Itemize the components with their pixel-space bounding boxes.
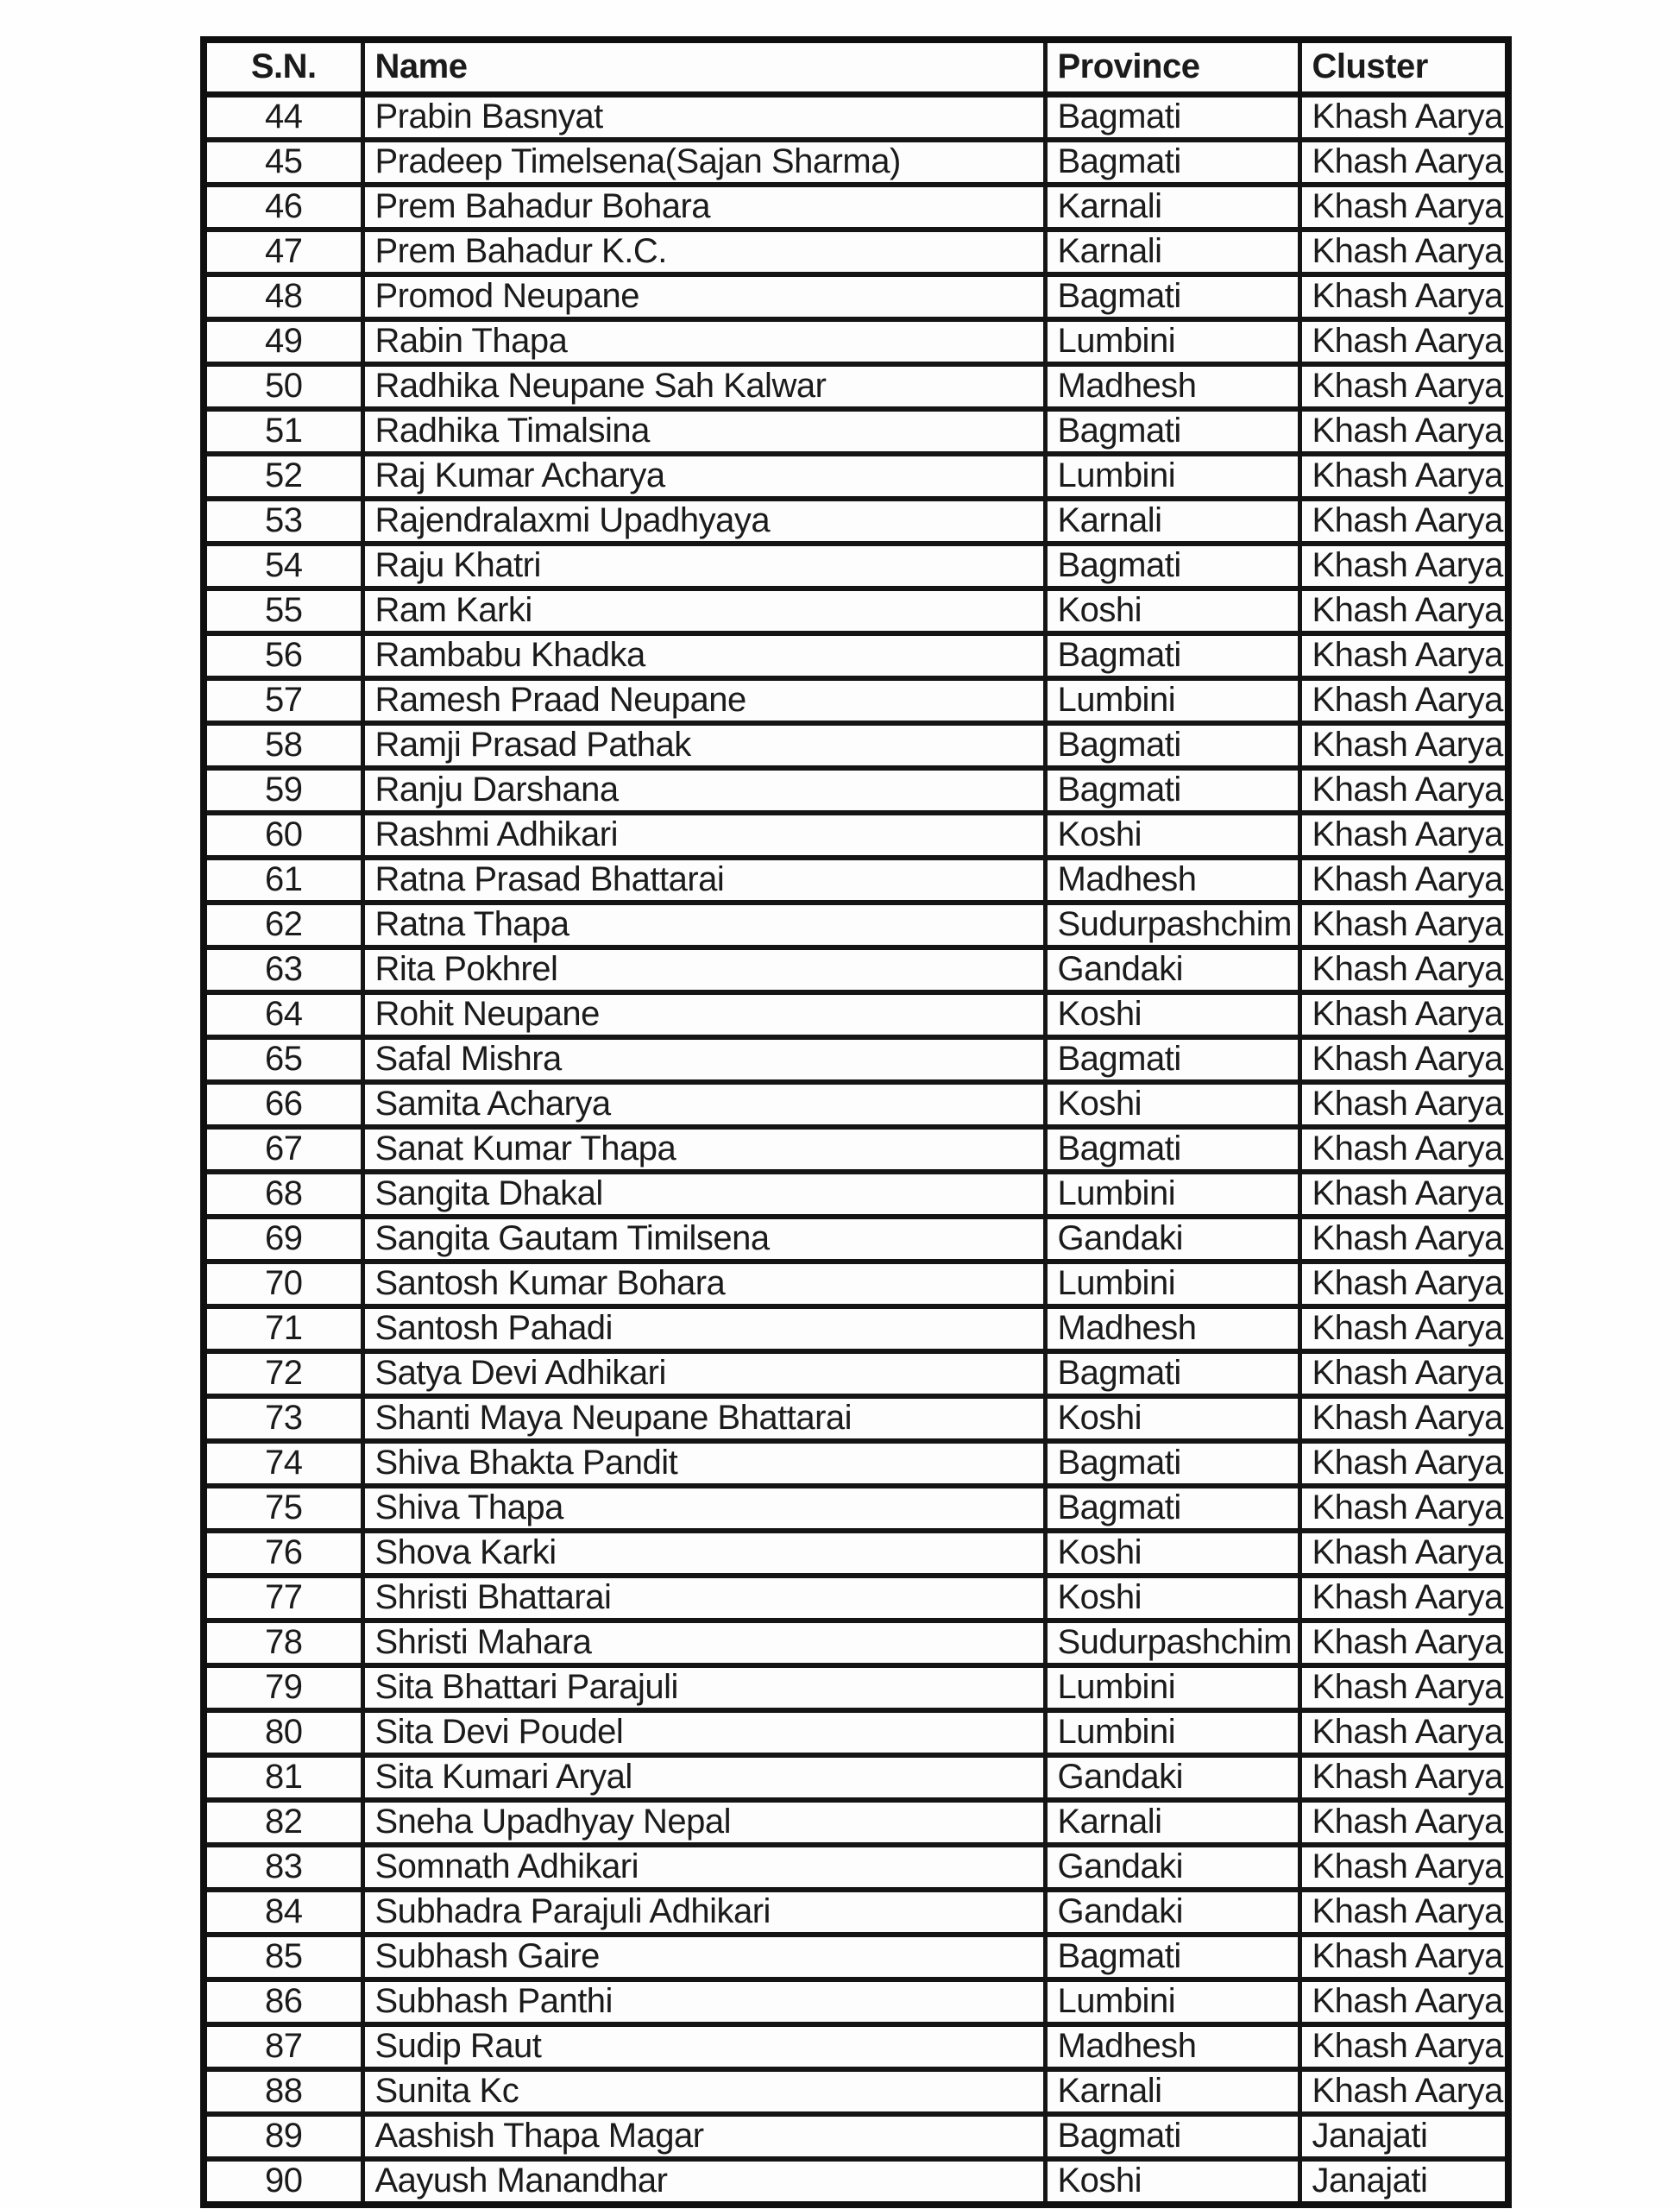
table-body [204, 95, 1508, 2206]
cell-province: Bagmati [1045, 544, 1299, 588]
cell-cluster: Khash Aarya [1299, 588, 1508, 633]
cell-province: Lumbini [1045, 1172, 1299, 1217]
table-row [204, 274, 1508, 319]
cell-sn: 64 [204, 992, 362, 1037]
cell-sn: 49 [204, 319, 362, 364]
cell-cluster: Khash Aarya [1299, 1576, 1508, 1621]
cell-province: Koshi [1045, 1531, 1299, 1576]
cell-province: Bagmati [1045, 768, 1299, 813]
cell-province: Koshi [1045, 1082, 1299, 1127]
table-row [204, 1351, 1508, 1396]
cell-province: Gandaki [1045, 1845, 1299, 1890]
column-header-sn: S.N. [204, 40, 362, 95]
table-row [204, 1441, 1508, 1486]
cell-name: Shristi Mahara [362, 1621, 1045, 1665]
cell-province: Karnali [1045, 499, 1299, 544]
cell-province: Karnali [1045, 230, 1299, 274]
header-row [204, 40, 1508, 95]
table-row [204, 140, 1508, 185]
cell-province: Lumbini [1045, 319, 1299, 364]
table-row [204, 1800, 1508, 1845]
cell-cluster: Khash Aarya [1299, 140, 1508, 185]
cell-sn: 57 [204, 678, 362, 723]
cell-cluster: Khash Aarya [1299, 1217, 1508, 1262]
cell-name: Prem Bahadur K.C. [362, 230, 1045, 274]
table-row [204, 903, 1508, 947]
cell-province: Madhesh [1045, 1306, 1299, 1351]
cell-sn: 70 [204, 1262, 362, 1306]
cell-province: Madhesh [1045, 364, 1299, 409]
cell-cluster: Khash Aarya [1299, 1037, 1508, 1082]
cell-cluster: Khash Aarya [1299, 1979, 1508, 2024]
cell-sn: 89 [204, 2114, 362, 2159]
cell-cluster: Khash Aarya [1299, 319, 1508, 364]
cell-province: Sudurpashchim [1045, 1621, 1299, 1665]
cell-cluster: Khash Aarya [1299, 2069, 1508, 2114]
cell-name: Shristi Bhattarai [362, 1576, 1045, 1621]
cell-province: Sudurpashchim [1045, 903, 1299, 947]
cell-province: Bagmati [1045, 2114, 1299, 2159]
cell-sn: 76 [204, 1531, 362, 1576]
column-header-province: Province [1045, 40, 1299, 95]
cell-cluster: Khash Aarya [1299, 903, 1508, 947]
cell-cluster: Janajati [1299, 2114, 1508, 2159]
cell-sn: 86 [204, 1979, 362, 2024]
cell-name: Sunita Kc [362, 2069, 1045, 2114]
cell-province: Bagmati [1045, 1351, 1299, 1396]
table-row [204, 633, 1508, 678]
cell-province: Madhesh [1045, 858, 1299, 903]
cell-cluster: Khash Aarya [1299, 1306, 1508, 1351]
cell-cluster: Khash Aarya [1299, 364, 1508, 409]
table-row [204, 1710, 1508, 1755]
cell-sn: 54 [204, 544, 362, 588]
table-row [204, 1486, 1508, 1531]
cell-name: Rita Pokhrel [362, 947, 1045, 992]
cell-name: Subhash Panthi [362, 1979, 1045, 2024]
cell-name: Radhika Timalsina [362, 409, 1045, 454]
cell-cluster: Khash Aarya [1299, 1082, 1508, 1127]
cell-cluster: Janajati [1299, 2159, 1508, 2205]
cell-name: Rajendralaxmi Upadhyaya [362, 499, 1045, 544]
table-row [204, 2114, 1508, 2159]
cell-province: Lumbini [1045, 1665, 1299, 1710]
cell-cluster: Khash Aarya [1299, 1935, 1508, 1979]
cell-province: Koshi [1045, 2159, 1299, 2205]
cell-sn: 83 [204, 1845, 362, 1890]
cell-name: Shova Karki [362, 1531, 1045, 1576]
table-row [204, 544, 1508, 588]
table-row [204, 185, 1508, 230]
cell-province: Bagmati [1045, 1486, 1299, 1531]
cell-name: Sneha Upadhyay Nepal [362, 1800, 1045, 1845]
cell-province: Bagmati [1045, 1935, 1299, 1979]
cell-province: Madhesh [1045, 2024, 1299, 2069]
cell-cluster: Khash Aarya [1299, 454, 1508, 499]
cell-province: Gandaki [1045, 947, 1299, 992]
cell-name: Prem Bahadur Bohara [362, 185, 1045, 230]
table-row [204, 768, 1508, 813]
cell-sn: 71 [204, 1306, 362, 1351]
cell-cluster: Khash Aarya [1299, 544, 1508, 588]
cell-name: Radhika Neupane Sah Kalwar [362, 364, 1045, 409]
table-row [204, 678, 1508, 723]
table-row [204, 1755, 1508, 1800]
table-row [204, 1845, 1508, 1890]
cell-sn: 51 [204, 409, 362, 454]
cell-province: Bagmati [1045, 274, 1299, 319]
cell-cluster: Khash Aarya [1299, 1621, 1508, 1665]
cell-cluster: Khash Aarya [1299, 723, 1508, 768]
cell-cluster: Khash Aarya [1299, 95, 1508, 141]
cell-cluster: Khash Aarya [1299, 1890, 1508, 1935]
table-row [204, 1531, 1508, 1576]
cell-name: Subhash Gaire [362, 1935, 1045, 1979]
cell-sn: 60 [204, 813, 362, 858]
cell-name: Shiva Thapa [362, 1486, 1045, 1531]
cell-cluster: Khash Aarya [1299, 274, 1508, 319]
cell-cluster: Khash Aarya [1299, 499, 1508, 544]
cell-name: Sudip Raut [362, 2024, 1045, 2069]
cell-sn: 61 [204, 858, 362, 903]
cell-sn: 80 [204, 1710, 362, 1755]
cell-cluster: Khash Aarya [1299, 1172, 1508, 1217]
cell-cluster: Khash Aarya [1299, 1441, 1508, 1486]
table-row [204, 454, 1508, 499]
cell-sn: 48 [204, 274, 362, 319]
cell-cluster: Khash Aarya [1299, 1396, 1508, 1441]
cell-name: Ranju Darshana [362, 768, 1045, 813]
table-row [204, 858, 1508, 903]
cell-sn: 46 [204, 185, 362, 230]
cell-cluster: Khash Aarya [1299, 1755, 1508, 1800]
cell-cluster: Khash Aarya [1299, 185, 1508, 230]
cell-name: Somnath Adhikari [362, 1845, 1045, 1890]
cell-cluster: Khash Aarya [1299, 1665, 1508, 1710]
table-row [204, 2159, 1508, 2205]
cell-cluster: Khash Aarya [1299, 992, 1508, 1037]
cell-province: Karnali [1045, 2069, 1299, 2114]
cell-cluster: Khash Aarya [1299, 768, 1508, 813]
cell-name: Rabin Thapa [362, 319, 1045, 364]
cell-province: Koshi [1045, 588, 1299, 633]
member-roster-table [200, 36, 1512, 2208]
cell-name: Santosh Pahadi [362, 1306, 1045, 1351]
cell-province: Karnali [1045, 185, 1299, 230]
cell-sn: 88 [204, 2069, 362, 2114]
table-row [204, 1037, 1508, 1082]
column-header-cluster: Cluster [1299, 40, 1508, 95]
cell-sn: 82 [204, 1800, 362, 1845]
table-row [204, 230, 1508, 274]
table-row [204, 1172, 1508, 1217]
cell-sn: 85 [204, 1935, 362, 1979]
cell-cluster: Khash Aarya [1299, 2024, 1508, 2069]
table-header [204, 40, 1508, 95]
cell-sn: 55 [204, 588, 362, 633]
cell-sn: 87 [204, 2024, 362, 2069]
table-row [204, 588, 1508, 633]
cell-name: Sangita Dhakal [362, 1172, 1045, 1217]
cell-province: Koshi [1045, 1576, 1299, 1621]
table-row [204, 1082, 1508, 1127]
table-row [204, 2069, 1508, 2114]
table-row [204, 2024, 1508, 2069]
cell-sn: 69 [204, 1217, 362, 1262]
cell-province: Bagmati [1045, 95, 1299, 141]
cell-name: Shiva Bhakta Pandit [362, 1441, 1045, 1486]
cell-sn: 58 [204, 723, 362, 768]
cell-sn: 66 [204, 1082, 362, 1127]
cell-cluster: Khash Aarya [1299, 1486, 1508, 1531]
cell-province: Lumbini [1045, 1262, 1299, 1306]
cell-sn: 52 [204, 454, 362, 499]
cell-name: Sita Bhattari Parajuli [362, 1665, 1045, 1710]
cell-cluster: Khash Aarya [1299, 947, 1508, 992]
cell-sn: 53 [204, 499, 362, 544]
cell-sn: 59 [204, 768, 362, 813]
cell-name: Ratna Thapa [362, 903, 1045, 947]
cell-name: Raju Khatri [362, 544, 1045, 588]
cell-name: Raj Kumar Acharya [362, 454, 1045, 499]
cell-province: Bagmati [1045, 633, 1299, 678]
table-row [204, 364, 1508, 409]
cell-cluster: Khash Aarya [1299, 1845, 1508, 1890]
cell-name: Shanti Maya Neupane Bhattarai [362, 1396, 1045, 1441]
cell-name: Promod Neupane [362, 274, 1045, 319]
table-row [204, 1979, 1508, 2024]
cell-cluster: Khash Aarya [1299, 858, 1508, 903]
cell-sn: 47 [204, 230, 362, 274]
table-row [204, 1396, 1508, 1441]
cell-cluster: Khash Aarya [1299, 1262, 1508, 1306]
table-row [204, 1217, 1508, 1262]
table-row [204, 947, 1508, 992]
cell-cluster: Khash Aarya [1299, 1531, 1508, 1576]
cell-name: Ramesh Praad Neupane [362, 678, 1045, 723]
table-row [204, 1621, 1508, 1665]
table-row [204, 95, 1508, 141]
cell-sn: 77 [204, 1576, 362, 1621]
cell-province: Koshi [1045, 992, 1299, 1037]
cell-name: Rohit Neupane [362, 992, 1045, 1037]
cell-sn: 44 [204, 95, 362, 141]
cell-province: Lumbini [1045, 678, 1299, 723]
cell-sn: 45 [204, 140, 362, 185]
cell-sn: 67 [204, 1127, 362, 1172]
cell-cluster: Khash Aarya [1299, 1710, 1508, 1755]
cell-name: Rashmi Adhikari [362, 813, 1045, 858]
cell-province: Gandaki [1045, 1890, 1299, 1935]
cell-sn: 72 [204, 1351, 362, 1396]
cell-province: Gandaki [1045, 1217, 1299, 1262]
cell-name: Pradeep Timelsena(Sajan Sharma) [362, 140, 1045, 185]
cell-name: Samita Acharya [362, 1082, 1045, 1127]
cell-province: Bagmati [1045, 1441, 1299, 1486]
cell-name: Subhadra Parajuli Adhikari [362, 1890, 1045, 1935]
cell-cluster: Khash Aarya [1299, 1127, 1508, 1172]
table-row [204, 499, 1508, 544]
cell-province: Karnali [1045, 1800, 1299, 1845]
cell-province: Koshi [1045, 1396, 1299, 1441]
cell-province: Bagmati [1045, 723, 1299, 768]
cell-sn: 73 [204, 1396, 362, 1441]
cell-cluster: Khash Aarya [1299, 633, 1508, 678]
table-row [204, 1890, 1508, 1935]
cell-name: Safal Mishra [362, 1037, 1045, 1082]
table-row [204, 1306, 1508, 1351]
table-row [204, 1127, 1508, 1172]
cell-sn: 78 [204, 1621, 362, 1665]
cell-name: Sita Devi Poudel [362, 1710, 1045, 1755]
cell-sn: 74 [204, 1441, 362, 1486]
cell-name: Satya Devi Adhikari [362, 1351, 1045, 1396]
table-row [204, 1262, 1508, 1306]
cell-name: Santosh Kumar Bohara [362, 1262, 1045, 1306]
cell-sn: 79 [204, 1665, 362, 1710]
cell-name: Ram Karki [362, 588, 1045, 633]
cell-cluster: Khash Aarya [1299, 230, 1508, 274]
cell-name: Prabin Basnyat [362, 95, 1045, 141]
table-row [204, 723, 1508, 768]
cell-province: Koshi [1045, 813, 1299, 858]
cell-name: Ratna Prasad Bhattarai [362, 858, 1045, 903]
cell-sn: 68 [204, 1172, 362, 1217]
cell-cluster: Khash Aarya [1299, 678, 1508, 723]
table-row [204, 319, 1508, 364]
cell-province: Bagmati [1045, 140, 1299, 185]
cell-cluster: Khash Aarya [1299, 1800, 1508, 1845]
table-row [204, 409, 1508, 454]
cell-name: Sangita Gautam Timilsena [362, 1217, 1045, 1262]
cell-province: Lumbini [1045, 1710, 1299, 1755]
cell-sn: 56 [204, 633, 362, 678]
cell-sn: 65 [204, 1037, 362, 1082]
cell-sn: 81 [204, 1755, 362, 1800]
cell-sn: 75 [204, 1486, 362, 1531]
cell-sn: 63 [204, 947, 362, 992]
cell-name: Ramji Prasad Pathak [362, 723, 1045, 768]
table-row [204, 992, 1508, 1037]
cell-province: Lumbini [1045, 454, 1299, 499]
cell-cluster: Khash Aarya [1299, 1351, 1508, 1396]
cell-sn: 62 [204, 903, 362, 947]
column-header-name: Name [362, 40, 1045, 95]
cell-province: Bagmati [1045, 1037, 1299, 1082]
cell-province: Bagmati [1045, 1127, 1299, 1172]
table-row [204, 1935, 1508, 1979]
cell-province: Gandaki [1045, 1755, 1299, 1800]
cell-name: Rambabu Khadka [362, 633, 1045, 678]
cell-sn: 90 [204, 2159, 362, 2205]
table-row [204, 813, 1508, 858]
table-row [204, 1665, 1508, 1710]
cell-name: Sanat Kumar Thapa [362, 1127, 1045, 1172]
cell-cluster: Khash Aarya [1299, 409, 1508, 454]
cell-cluster: Khash Aarya [1299, 813, 1508, 858]
cell-name: Sita Kumari Aryal [362, 1755, 1045, 1800]
cell-name: Aayush Manandhar [362, 2159, 1045, 2205]
cell-sn: 84 [204, 1890, 362, 1935]
table-row [204, 1576, 1508, 1621]
cell-province: Bagmati [1045, 409, 1299, 454]
cell-name: Aashish Thapa Magar [362, 2114, 1045, 2159]
cell-province: Lumbini [1045, 1979, 1299, 2024]
cell-sn: 50 [204, 364, 362, 409]
